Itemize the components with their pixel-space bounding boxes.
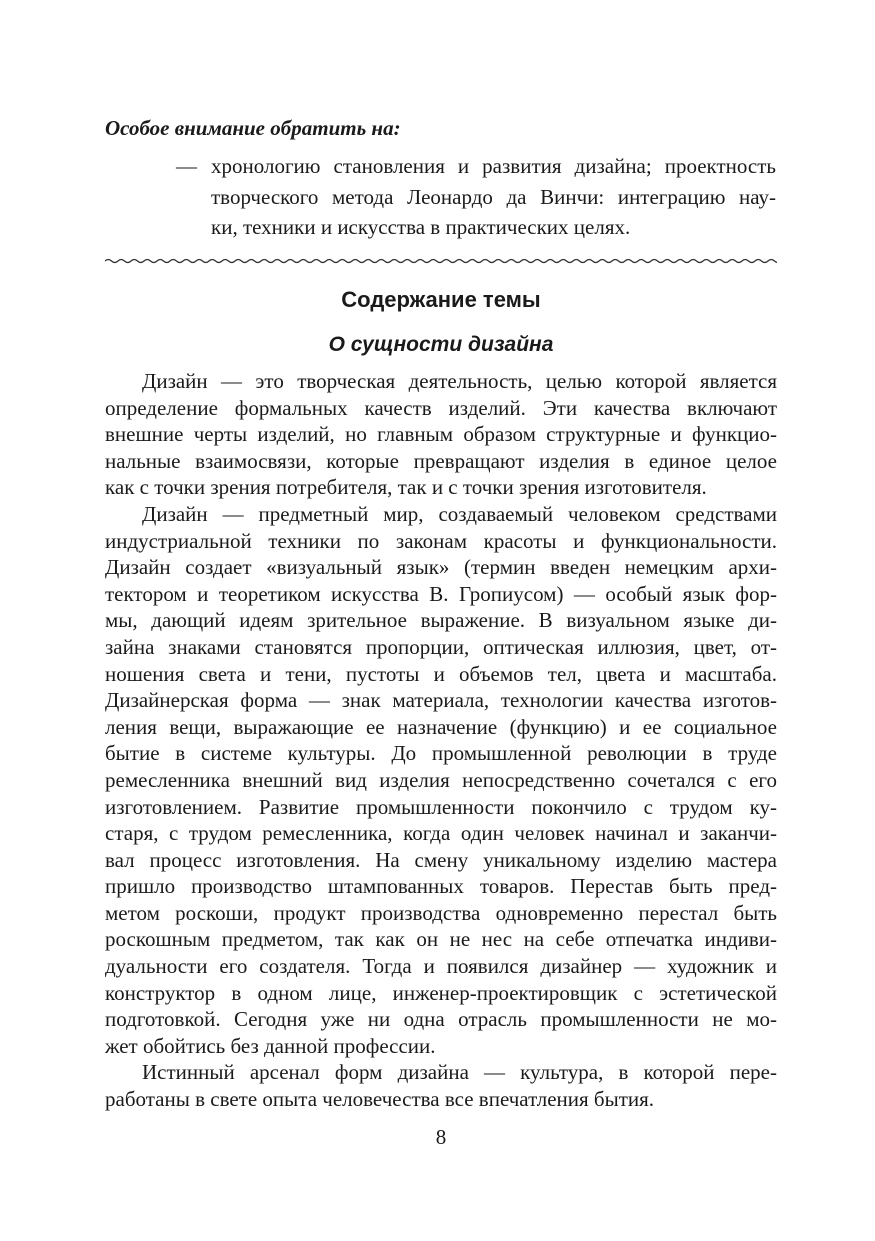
text-line: мы, дающий идеям зрительное выражение. В визуальном языке ди-: [105, 608, 777, 633]
paragraph: [105, 501, 777, 1059]
text-line: Дизайн создает «визуальный язык» (термин введен немецким архи-: [105, 555, 777, 580]
section-title: Содержание темы: [341, 287, 541, 312]
text-line: определение формальных качеств изделий. Эти качества включают: [105, 395, 777, 420]
attention-line: хронологию становления и развития дизайна; проектность: [211, 154, 776, 178]
text-line: метом роскоши, продукт производства одновременно перестал быть: [105, 900, 777, 925]
text-line: жет обойтись без данной профессии.: [105, 1033, 436, 1058]
attention-item: [211, 151, 776, 243]
text-line: ления вещи, выражающие ее назначение (функцию) и ее социальное: [105, 714, 777, 739]
text-line: тектором и теоретиком искусства В. Гропиусом) — особый язык фор-: [105, 581, 777, 606]
text-line: Дизайн — предметный мир, создаваемый человеком средствами: [142, 501, 777, 526]
text-line: подготовкой. Сегодня уже ни одна отрасль промышленности не мо-: [105, 1007, 777, 1032]
text-line: внешние черты изделий, но главным образом структурные и функцио-: [105, 422, 777, 447]
text-line: ношения света и тени, пустоты и объемов тел, цвета и масштаба.: [105, 661, 777, 686]
text-line: роскошным предметом, так как он не нес на себе отпечатка индиви-: [105, 927, 777, 952]
text-line: как с точки зрения потребителя, так и с точки зрения изготовителя.: [105, 475, 707, 500]
text-line: конструктор в одном лице, инженер-проектировщик с эстетической: [105, 980, 777, 1005]
body-text: [105, 368, 777, 1113]
text-line: индустриальной техники по законам красоты и функциональности.: [105, 528, 777, 553]
paragraph: [105, 1059, 777, 1112]
text-line: бытие в системе культуры. До промышленной революции в труде: [105, 741, 777, 766]
text-line: работаны в свете опыта человечества все впечатления бытия.: [105, 1087, 655, 1112]
text-line: зайна знаками становятся пропорции, оптическая иллюзия, цвет, от-: [105, 634, 777, 659]
text-line: вал процесс изготовления. На смену уникальному изделию мастера: [105, 847, 777, 872]
text-line: ремесленника внешний вид изделия непосредственно сочетался с его: [105, 767, 777, 792]
text-line: дуальности его создателя. Тогда и появился дизайнер — художник и: [105, 954, 777, 979]
wavy-divider: [105, 254, 777, 268]
text-line: пришло производство штампованных товаров. Перестав быть пред-: [105, 874, 777, 899]
page-number: 8: [435, 1125, 447, 1149]
section-subtitle: О сущности дизайна: [328, 333, 554, 356]
text-line: Истинный арсенал форм дизайна — культура, в которой пере-: [142, 1060, 777, 1085]
text-line: изготовлением. Развитие промышленности покончило с трудом ку-: [105, 794, 777, 819]
attention-line: ки, техники и искусства в практических целях.: [211, 215, 631, 239]
attention-bullet-dash: —: [176, 154, 197, 178]
text-line: старя, с трудом ремесленника, когда один человек начинал и заканчи-: [105, 821, 777, 846]
attention-heading: Особое внимание обратить на:: [105, 116, 401, 140]
text-line: Дизайнерская форма — знак материала, технологии качества изготов-: [105, 688, 777, 713]
text-line: Дизайн — это творческая деятельность, целью которой является: [142, 369, 777, 393]
text-line: нальные взаимосвязи, которые превращают изделия в единое целое: [105, 448, 777, 473]
attention-line: творческого метода Леонардо да Винчи: интеграцию нау-: [211, 184, 776, 209]
paragraph: [105, 368, 777, 501]
